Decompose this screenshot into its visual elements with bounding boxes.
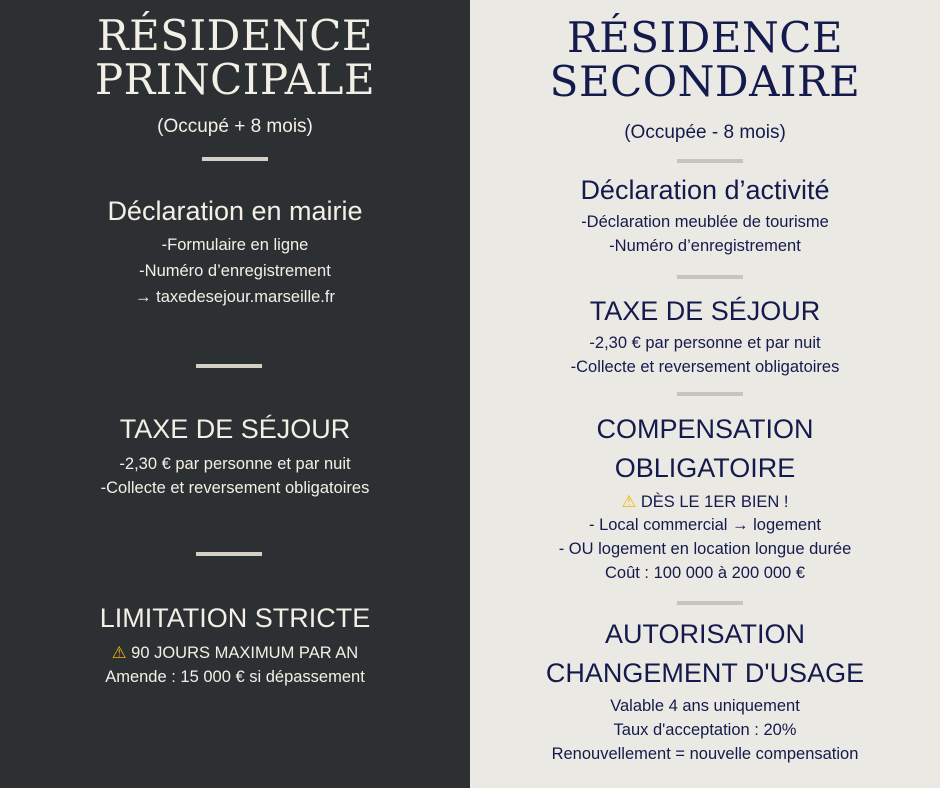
left-taxe-heading: TAXE DE SÉJOUR	[119, 414, 351, 444]
warning-icon: ⚠	[621, 493, 637, 511]
right-separator-4	[677, 601, 743, 605]
right-declaration-heading: Déclaration d’activité	[580, 175, 830, 205]
left-declaration-link[interactable]: → taxedesejour.marseille.fr	[135, 288, 335, 306]
right-taxe-heading: TAXE DE SÉJOUR	[589, 296, 821, 326]
right-autorisation-line-2: Taux d'acceptation : 20%	[613, 721, 797, 739]
right-title-line1: RÉSIDENCE	[566, 13, 844, 62]
right-declaration-line-1: -Déclaration meublée de tourisme	[581, 213, 829, 231]
right-autorisation-heading-line1: AUTORISATION	[604, 619, 806, 649]
left-declaration-line-1: -Formulaire en ligne	[161, 236, 309, 254]
left-limitation-warning	[0, 643, 470, 663]
left-taxe-line-1: -2,30 € par personne et par nuit	[119, 455, 351, 473]
right-compensation-heading-line1: COMPENSATION	[596, 414, 814, 444]
right-compensation-line-2: - OU logement en location longue durée	[558, 540, 852, 558]
right-separator-1	[677, 159, 743, 163]
right-declaration-line-2: -Numéro d’enregistrement	[609, 237, 801, 255]
right-compensation-warning	[470, 492, 940, 512]
right-autorisation-line-3: Renouvellement = nouvelle compensation	[551, 745, 859, 763]
left-limitation-heading: LIMITATION STRICTE	[99, 603, 371, 633]
left-declaration-heading: Déclaration en mairie	[107, 196, 363, 226]
left-limitation-warning-text: 90 JOURS MAXIMUM PAR AN	[131, 644, 359, 662]
right-compensation-cost: Coût : 100 000 à 200 000 €	[605, 564, 805, 582]
left-taxe-line-2: -Collecte et reversement obligatoires	[100, 479, 370, 497]
left-subtitle: (Occupé + 8 mois)	[157, 116, 313, 137]
right-separator-2	[677, 275, 743, 279]
left-title-line2: PRINCIPALE	[94, 55, 376, 104]
right-title-line2: SECONDAIRE	[549, 57, 861, 106]
left-separator-3	[196, 552, 262, 556]
warning-icon: ⚠	[111, 644, 127, 662]
right-compensation-line-1: - Local commercial → logement	[589, 516, 821, 534]
right-subtitle: (Occupée - 8 mois)	[624, 122, 786, 143]
right-compensation-heading-line2: OBLIGATOIRE	[614, 453, 796, 483]
left-declaration-line-2: -Numéro d’enregistrement	[139, 262, 331, 280]
right-compensation-warning-text: DÈS LE 1ER BIEN !	[640, 493, 789, 511]
right-taxe-line-1: -2,30 € par personne et par nuit	[589, 334, 821, 352]
right-autorisation-heading-line2: CHANGEMENT D'USAGE	[545, 658, 865, 688]
right-separator-3	[677, 392, 743, 396]
right-taxe-line-2: -Collecte et reversement obligatoires	[570, 358, 840, 376]
left-title-line1: RÉSIDENCE	[96, 11, 374, 60]
left-limitation-fine: Amende : 15 000 € si dépassement	[105, 668, 365, 686]
right-autorisation-line-1: Valable 4 ans uniquement	[610, 697, 800, 715]
left-separator-2	[196, 364, 262, 368]
left-separator-1	[202, 157, 268, 161]
residence-secondaire-panel	[470, 0, 940, 788]
